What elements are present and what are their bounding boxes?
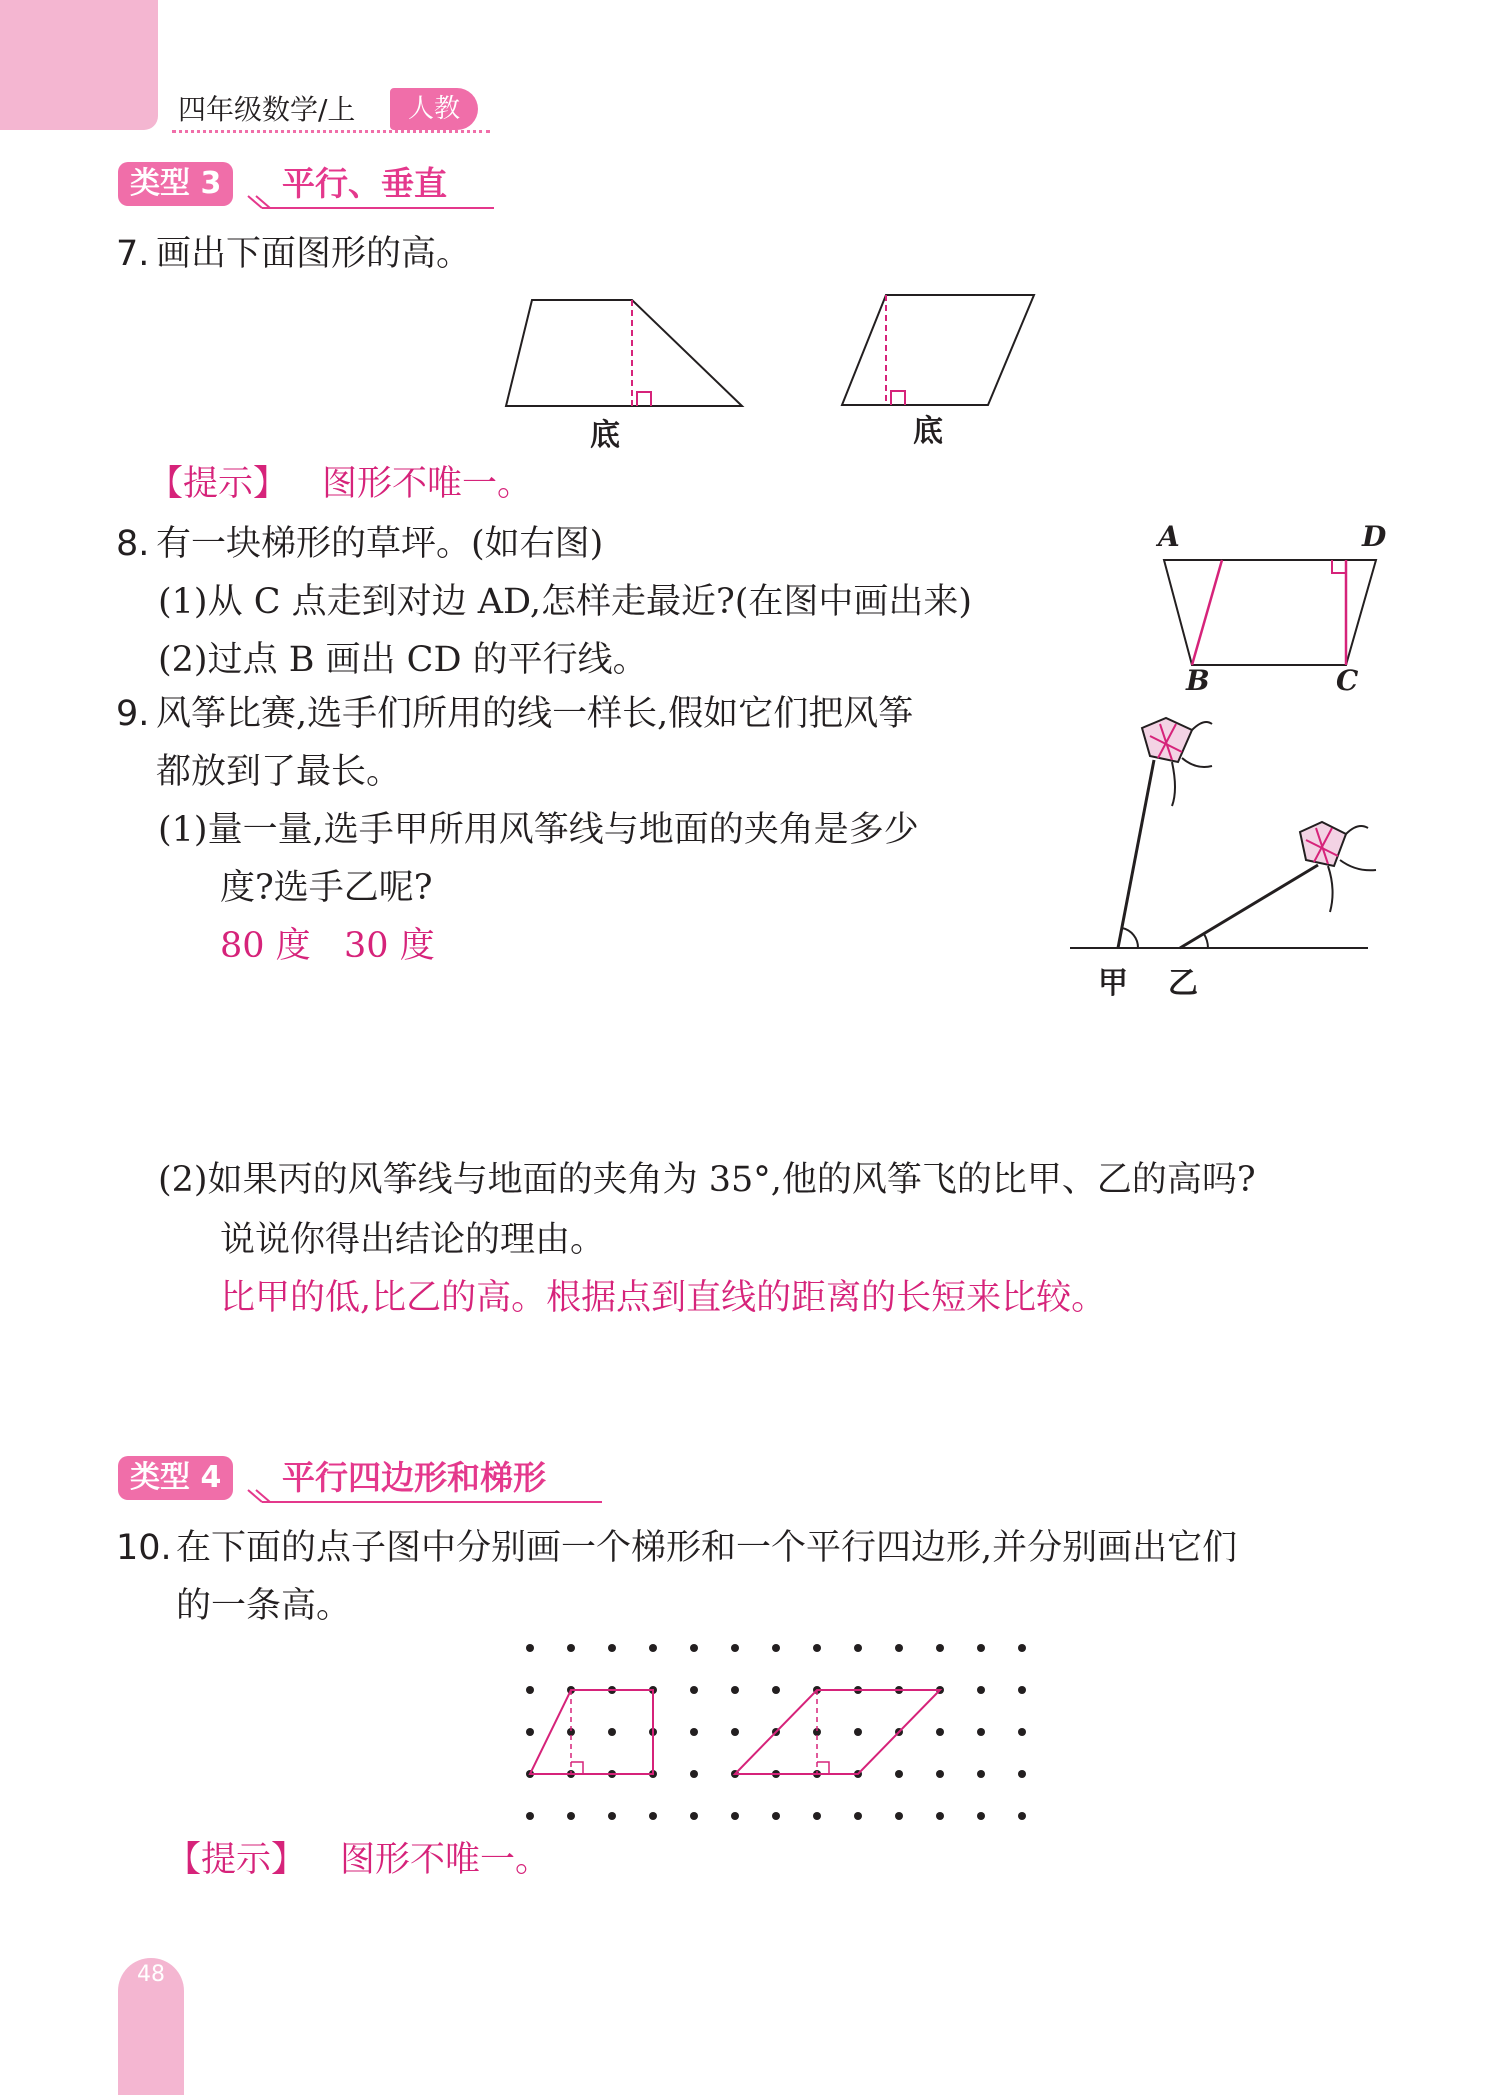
book-title: 四年级数学/上 xyxy=(178,93,356,126)
parallelogram xyxy=(842,295,1034,405)
player-label-yi: 乙 xyxy=(1168,966,1198,1001)
question-text: 的一条高。 xyxy=(176,1586,352,1626)
kite-yi xyxy=(1300,822,1376,912)
chevron-icon xyxy=(248,196,270,208)
hint-bracket: 【提示】 xyxy=(166,1840,307,1880)
section-title: 平行、垂直 xyxy=(282,164,447,203)
right-angle-mark xyxy=(891,391,905,405)
parallel-line xyxy=(1192,560,1222,665)
question-number: 10. xyxy=(116,1528,172,1568)
section-title: 平行四边形和梯形 xyxy=(282,1458,546,1497)
vertex-label-b: B xyxy=(1186,664,1210,697)
sub-question: (2)过点 B 画出 CD 的平行线。 xyxy=(158,640,648,680)
right-angle-mark xyxy=(637,392,651,406)
sub-question: 度?选手乙呢? xyxy=(220,868,433,908)
section-tag: 类型 3 xyxy=(118,162,233,206)
hint-bracket: 【提示】 xyxy=(148,464,289,504)
vertex-label-c: C xyxy=(1336,664,1359,697)
hint-text: 图形不唯一。 xyxy=(322,464,533,504)
angle-arc-jia xyxy=(1122,928,1138,948)
edition-badge: 人教 xyxy=(390,88,478,130)
dot-parallelogram xyxy=(735,1690,940,1774)
kite-string-yi xyxy=(1180,865,1318,948)
trapezoid-figure xyxy=(506,300,742,406)
vertex-label-d: D xyxy=(1362,520,1387,553)
answer: 80 度 30 度 xyxy=(220,926,435,966)
vertex-label-a: A xyxy=(1158,520,1180,553)
question-text: 风筝比赛,选手们所用的线一样长,假如它们把风筝 xyxy=(156,694,914,734)
question-text: 画出下面图形的高。 xyxy=(156,234,472,274)
sub-question: (1)量一量,选手甲所用风筝线与地面的夹角是多少 xyxy=(158,810,919,850)
section-tag: 类型 4 xyxy=(118,1456,233,1500)
kite-string-jia xyxy=(1118,760,1154,948)
dot-trapezoid xyxy=(530,1690,653,1774)
question-text: 有一块梯形的草坪。(如右图) xyxy=(156,524,604,564)
question-text: 都放到了最长。 xyxy=(156,752,402,792)
base-label: 底 xyxy=(913,414,943,449)
base-label: 底 xyxy=(590,418,620,453)
question-number: 8. xyxy=(116,524,150,564)
sub-question: (2)如果丙的风筝线与地面的夹角为 35°,他的风筝飞的比甲、乙的高吗? xyxy=(158,1160,1256,1200)
chevron-icon xyxy=(248,1490,270,1502)
question-text: 在下面的点子图中分别画一个梯形和一个平行四边形,并分别画出它们 xyxy=(176,1528,1238,1568)
question-number: 9. xyxy=(116,694,150,734)
hint-text: 图形不唯一。 xyxy=(340,1840,551,1880)
trapezoid xyxy=(506,300,742,406)
question-number: 7. xyxy=(116,234,150,274)
answer: 比甲的低,比乙的高。根据点到直线的距离的长短来比较。 xyxy=(220,1278,1107,1318)
player-label-jia: 甲 xyxy=(1098,966,1128,1001)
page-number: 48 xyxy=(137,1962,165,1987)
sub-question: (1)从 C 点走到对边 AD,怎样走最近?(在图中画出来) xyxy=(158,582,973,622)
angle-arc-yi xyxy=(1204,934,1208,948)
right-angle-mark xyxy=(1332,560,1346,573)
sub-question: 说说你得出结论的理由。 xyxy=(220,1220,606,1260)
